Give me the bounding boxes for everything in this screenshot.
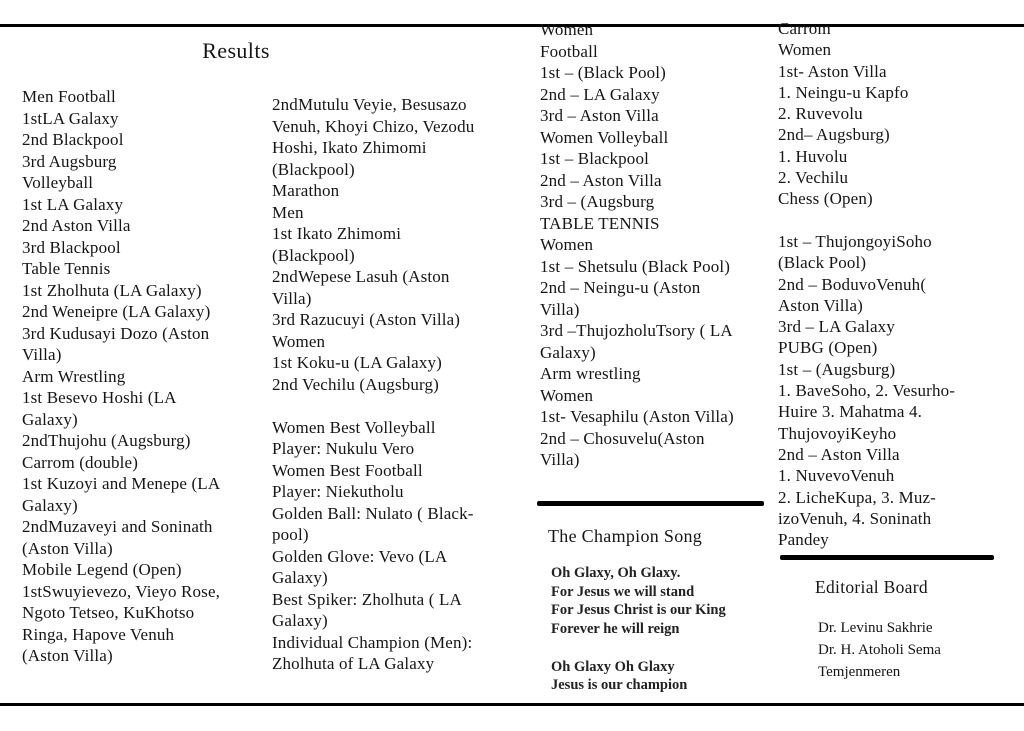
editorial-board-members: [818, 618, 941, 683]
text-line: Golden Ball: Nulato ( Black-: [272, 503, 474, 523]
text-line: 1stSwuyievezo, Vieyo Rose,: [22, 581, 221, 601]
bottom-border-rule: [0, 703, 1024, 706]
text-line: 1st – (Black Pool): [540, 63, 666, 82]
text-line: 1st Koku-u (LA Galaxy): [272, 353, 442, 372]
text-line: Women Volleyball: [540, 127, 669, 147]
text-line: Women Best Football: [272, 460, 423, 480]
text-line: Volleyball: [22, 173, 94, 192]
text-line: Villa): [540, 450, 580, 469]
champion-song-title: The Champion Song: [548, 526, 703, 546]
text-line: 2nd – Aston Villa: [540, 170, 662, 190]
text-line: Chess (Open): [778, 189, 873, 209]
text-line: (Aston Villa): [22, 538, 113, 558]
text-line: 2nd – BoduvoVenuh(: [778, 274, 927, 294]
text-line: 1st Ikato Zhimomi: [272, 224, 402, 243]
text-line: 2nd Weneipre (LA Galaxy): [22, 302, 211, 321]
text-line: 1st – ThujongoyiSoho: [778, 231, 932, 251]
text-line: 1st- Vesaphilu (Aston Villa): [540, 407, 734, 426]
text-line: Galaxy): [22, 495, 78, 515]
results-column-2: [272, 94, 522, 675]
text-line: 2nd – Chosuvelu(Aston: [540, 428, 705, 448]
text-line: ThujovoyiKeyho: [778, 423, 897, 443]
text-line: Women: [540, 235, 594, 254]
text-line: Ringa, Hapove Venuh: [22, 624, 175, 644]
text-line: Huire 3. Mahatma 4.: [778, 402, 923, 422]
text-line: (Aston Villa): [22, 646, 113, 665]
text-line: 3rd –ThujozholuTsory ( LA: [540, 321, 733, 340]
text-line: Villa): [540, 299, 580, 319]
text-line: Aston Villa): [778, 295, 863, 315]
text-line: 2ndWepese Lasuh (Aston: [272, 267, 450, 286]
text-line: Golden Glove: Vevo (LA: [272, 546, 448, 566]
text-line: Dr. Levinu Sakhrie: [818, 620, 933, 636]
text-line: 2nd Aston Villa: [22, 216, 131, 235]
text-line: 2ndMutulu Veyie, Besusazo: [272, 95, 467, 114]
text-line: 1. NuvevoVenuh: [778, 466, 895, 486]
text-line: 2nd – LA Galaxy: [540, 84, 660, 104]
champion-song-lyrics: [551, 564, 726, 695]
text-line: 1st Zholhuta (LA Galaxy): [22, 280, 202, 300]
text-line: [551, 639, 726, 658]
text-line: For Jesus we will stand: [551, 583, 695, 600]
text-line: Women: [778, 40, 832, 60]
text-line: 3rd – LA Galaxy: [778, 317, 895, 337]
text-line: Men Football: [22, 87, 116, 106]
text-line: Jesus is our champion: [551, 677, 688, 694]
text-line: 1st Besevo Hoshi (LA: [22, 388, 177, 407]
text-line: 3rd Kudusayi Dozo (Aston: [22, 323, 210, 343]
text-line: Ngoto Tetseo, KuKhotso: [22, 603, 195, 622]
text-line: Venuh, Khoyi Chizo, Vezodu: [272, 116, 475, 136]
text-line: 1. Neingu-u Kapfo: [778, 82, 909, 102]
text-line: 2nd Blackpool: [22, 130, 124, 149]
text-line: pool): [272, 525, 309, 544]
text-line: 3rd – (Augsburg: [540, 192, 655, 211]
text-line: Women: [540, 385, 594, 405]
text-line: 1st LA Galaxy: [22, 194, 124, 214]
text-line: 2. Ruvevolu: [778, 104, 863, 124]
text-line: Villa): [272, 288, 312, 308]
champion-song-divider-rule: [537, 501, 764, 506]
text-line: (Black Pool): [778, 253, 867, 273]
text-line: Arm wrestling: [540, 364, 641, 383]
text-line: 1st – Blackpool: [540, 149, 649, 168]
editorial-board-title: Editorial Board: [815, 577, 928, 597]
text-line: Zholhuta of LA Galaxy: [272, 654, 435, 673]
text-line: Arm Wrestling: [22, 366, 126, 386]
text-line: 3rd Blackpool: [22, 237, 121, 257]
text-line: PUBG (Open): [778, 338, 878, 358]
text-line: 2ndThujohu (Augsburg): [22, 431, 191, 450]
text-line: 1st- Aston Villa: [778, 61, 887, 81]
text-line: Temjenmeren: [818, 663, 901, 680]
text-line: 1st – Shetsulu (Black Pool): [540, 256, 731, 276]
text-line: Carrom: [778, 19, 831, 38]
text-line: Pandey: [778, 530, 829, 550]
text-line: Football: [540, 41, 598, 61]
text-line: Player: Niekutholu: [272, 482, 404, 501]
text-line: [272, 395, 522, 417]
text-line: Marathon: [272, 181, 340, 200]
text-line: Mobile Legend (Open): [22, 560, 182, 579]
text-line: Galaxy): [272, 611, 328, 630]
text-line: Dr. H. Atoholi Sema: [818, 641, 941, 658]
text-line: Women Best Volleyball: [272, 417, 436, 437]
page-title: Results: [202, 38, 270, 63]
text-line: 1st – (Augsburg): [778, 359, 896, 379]
text-line: 2nd Vechilu (Augsburg): [272, 374, 439, 394]
results-column-1: [22, 86, 262, 667]
text-line: Individual Champion (Men):: [272, 632, 473, 652]
text-line: Oh Glaxy Oh Glaxy: [551, 658, 675, 675]
results-column-3: [540, 19, 765, 471]
text-line: 2nd – Aston Villa: [778, 444, 900, 464]
text-line: 3rd Augsburg: [22, 151, 117, 171]
text-line: Villa): [22, 345, 62, 364]
text-line: 3rd – Aston Villa: [540, 106, 659, 125]
text-line: 2. Vechilu: [778, 168, 849, 188]
text-line: Men: [272, 202, 304, 222]
results-column-4: [778, 18, 1006, 550]
text-line: 2nd – Neingu-u (Aston: [540, 278, 701, 297]
text-line: TABLE TENNIS: [540, 213, 660, 233]
text-line: Carrom (double): [22, 452, 139, 472]
text-line: [778, 210, 1006, 231]
text-line: Hoshi, Ikato Zhimomi: [272, 138, 427, 157]
text-line: 1stLA Galaxy: [22, 108, 119, 128]
text-line: Table Tennis: [22, 259, 111, 278]
text-line: 1. Huvolu: [778, 146, 848, 166]
text-line: For Jesus Christ is our King: [551, 602, 726, 619]
text-line: izoVenuh, 4. Soninath: [778, 508, 932, 528]
text-line: 3rd Razucuyi (Aston Villa): [272, 310, 461, 329]
text-line: Galaxy): [540, 342, 596, 362]
text-line: (Blackpool): [272, 159, 355, 179]
text-line: 1. BaveSoho, 2. Vesurho-: [778, 381, 956, 401]
text-line: 1st Kuzoyi and Menepe (LA: [22, 474, 221, 493]
text-line: Galaxy): [22, 409, 78, 429]
text-line: Best Spiker: Zholhuta ( LA: [272, 589, 462, 609]
text-line: Forever he will reign: [551, 621, 680, 638]
text-line: 2. LicheKupa, 3. Muz-: [778, 487, 936, 507]
text-line: 2ndMuzaveyi and Soninath: [22, 517, 213, 536]
text-line: Oh Glaxy, Oh Glaxy.: [551, 565, 681, 581]
text-line: (Blackpool): [272, 245, 355, 265]
text-line: Player: Nukulu Vero: [272, 439, 415, 458]
text-line: Galaxy): [272, 568, 328, 587]
editorial-board-divider-rule: [780, 555, 994, 560]
text-line: Women: [272, 331, 326, 351]
text-line: 2nd– Augsburg): [778, 125, 890, 145]
text-line: Women: [540, 20, 594, 39]
